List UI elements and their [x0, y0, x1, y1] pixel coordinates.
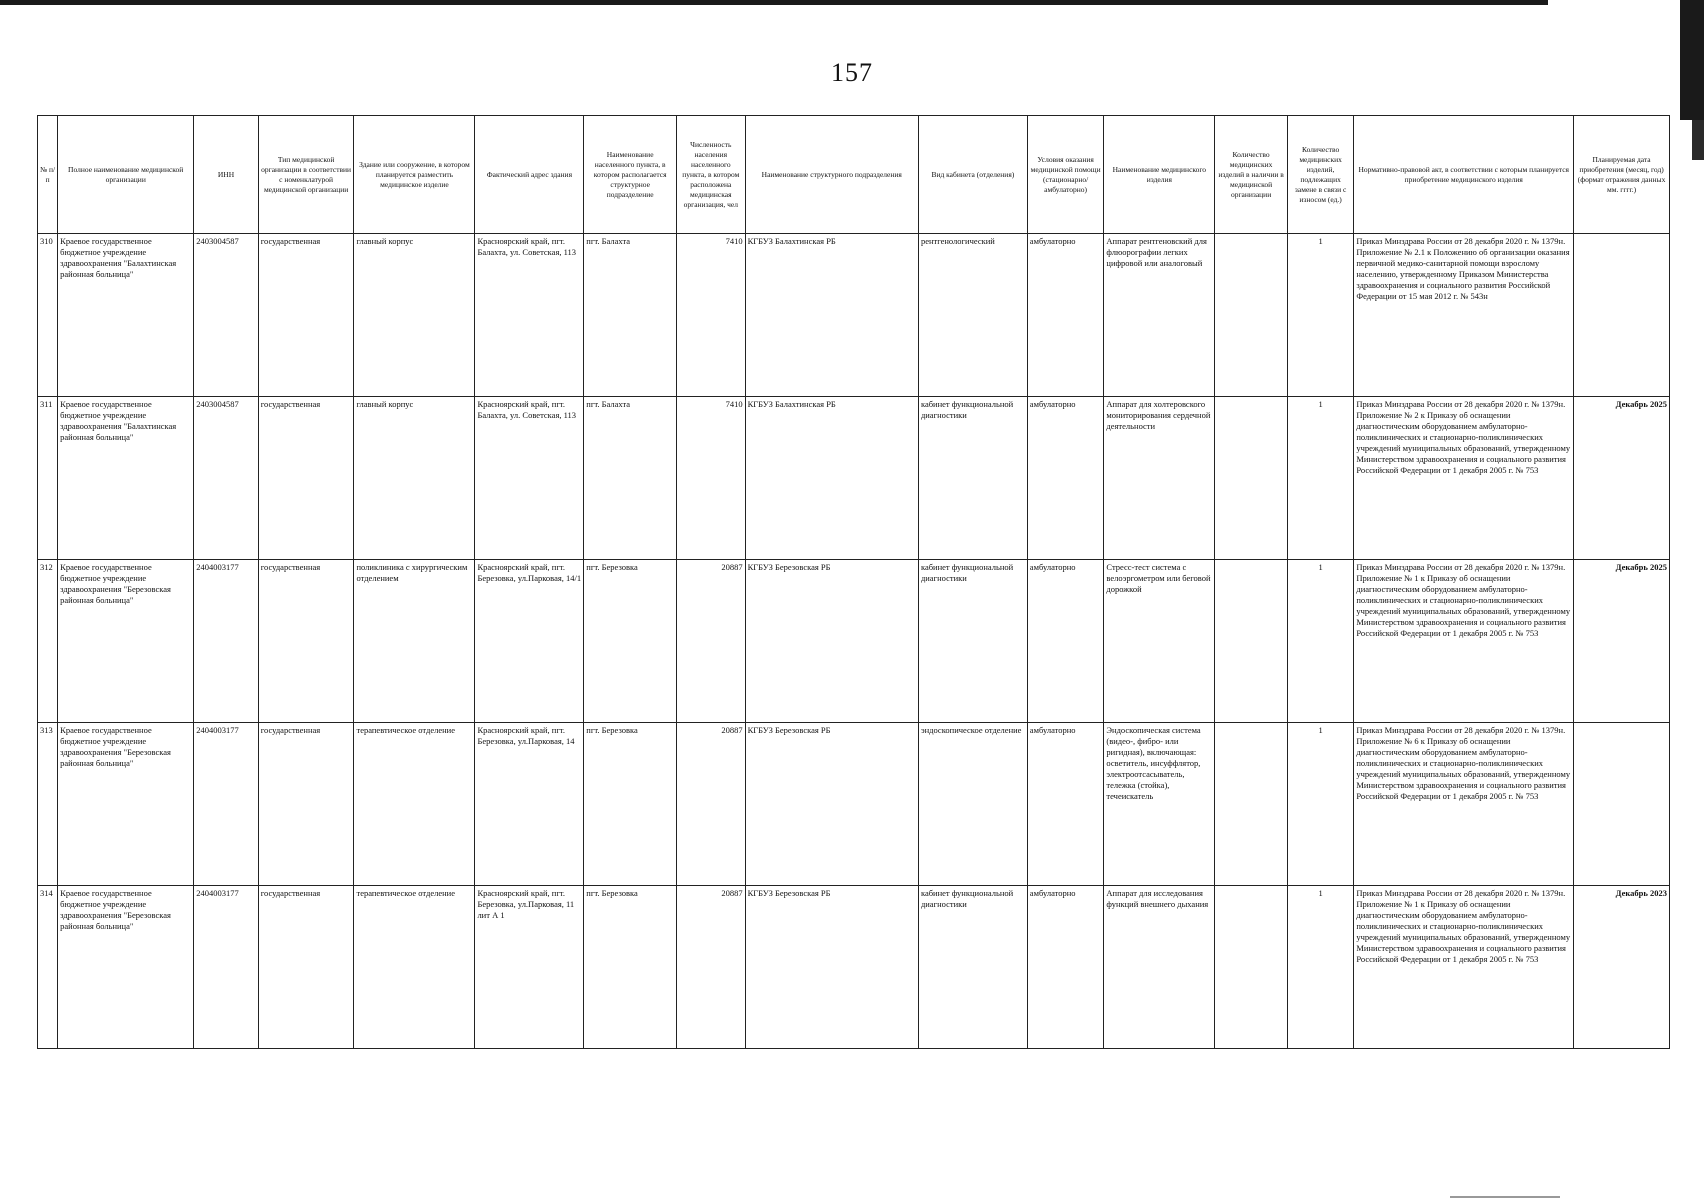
device-name: Аппарат рентгеновский для флюорографии легких цифровой или аналоговый [1104, 234, 1215, 397]
org-name: Краевое государственное бюджетное учреждение здравоохранения "Балахтинская районная больница" [58, 234, 194, 397]
table-row [38, 397, 1670, 560]
in-stock-count [1215, 234, 1288, 397]
address: Красноярский край, пгт. Березовка, ул.Парковая, 11 лит А 1 [475, 886, 584, 1049]
settlement: пгт. Березовка [584, 723, 677, 886]
building: поликлиника с хирургическим отделением [354, 560, 475, 723]
settlement: пгт. Березовка [584, 560, 677, 723]
inn: 2404003177 [194, 560, 259, 723]
planned-date: Декабрь 2025 [1574, 397, 1670, 560]
legal-act: Приказ Минздрава России от 28 декабря 2020 г. № 1379н. Приложение № 6 к Приказу об оснащении диагностическим оборудованием амбулаторно-поликлинических и стационарно-поликлинических учреждений муниципальных образований, утвержденному Министерством здравоохранения и социального развития Российской Федерации от 1 декабря 2005 г. № 753 [1354, 723, 1574, 886]
population: 20887 [677, 723, 746, 886]
planned-date [1574, 234, 1670, 397]
col-header: Наименование населенного пункта, в котором располагается структурное подразделение [584, 116, 677, 234]
population: 20887 [677, 560, 746, 723]
replace-count: 1 [1287, 234, 1354, 397]
population: 7410 [677, 234, 746, 397]
legal-act: Приказ Минздрава России от 28 декабря 2020 г. № 1379н. Приложение № 2 к Приказу об оснащении диагностическим оборудованием амбулаторно-поликлинических и стационарно-поликлинических учреждений муниципальных образований, утвержденному Министерством здравоохранения и социального развития Российской Федерации от 1 декабря 2005 г. № 753 [1354, 397, 1574, 560]
col-header: Количество медицинских изделий в наличии в медицинской организации [1215, 116, 1288, 234]
in-stock-count [1215, 560, 1288, 723]
legal-act: Приказ Минздрава России от 28 декабря 2020 г. № 1379н. Приложение № 2.1 к Положению об организации оказания первичной медико-санитарной помощи взрослому населению, утвержденному Приказом Министерства здравоохранения и социального развития Российской Федерации от 15 мая 2012 г. № 543н [1354, 234, 1574, 397]
row-number: 313 [38, 723, 58, 886]
building: терапевтическое отделение [354, 723, 475, 886]
care-conditions: амбулаторно [1027, 723, 1104, 886]
inn: 2403004587 [194, 234, 259, 397]
org-type: государственная [258, 397, 354, 560]
structural-unit: КГБУЗ Балахтинская РБ [745, 397, 918, 560]
col-header: Тип медицинской организации в соответствии с номенклатурой медицинской организации [258, 116, 354, 234]
legal-act: Приказ Минздрава России от 28 декабря 2020 г. № 1379н. Приложение № 1 к Приказу об оснащении диагностическим оборудованием амбулаторно-поликлинических и стационарно-поликлинических учреждений муниципальных образований, утвержденному Министерством здравоохранения и социального развития Российской Федерации от 1 декабря 2005 г. № 753 [1354, 886, 1574, 1049]
address: Красноярский край, пгт. Березовка, ул.Парковая, 14 [475, 723, 584, 886]
col-header: Наименование медицинского изделия [1104, 116, 1215, 234]
building: главный корпус [354, 397, 475, 560]
replace-count: 1 [1287, 723, 1354, 886]
col-header: Условия оказания медицинской помощи (стационарно/ амбулаторно) [1027, 116, 1104, 234]
care-conditions: амбулаторно [1027, 234, 1104, 397]
address: Красноярский край, пгт. Балахта, ул. Советская, 113 [475, 234, 584, 397]
replace-count: 1 [1287, 397, 1354, 560]
replace-count: 1 [1287, 886, 1354, 1049]
org-type: государственная [258, 886, 354, 1049]
replace-count: 1 [1287, 560, 1354, 723]
table-row [38, 723, 1670, 886]
col-header: Фактический адрес здания [475, 116, 584, 234]
device-name: Аппарат для холтеровского мониторирования сердечной деятельности [1104, 397, 1215, 560]
row-number: 310 [38, 234, 58, 397]
structural-unit: КГБУЗ Балахтинская РБ [745, 234, 918, 397]
table-row [38, 886, 1670, 1049]
inn: 2404003177 [194, 886, 259, 1049]
scan-bottom-mark [1450, 1196, 1560, 1198]
col-header: Нормативно-правовой акт, в соответствии с которым планируется приобретение медицинского изделия [1354, 116, 1574, 234]
in-stock-count [1215, 723, 1288, 886]
cabinet-type: кабинет функциональной диагностики [918, 397, 1027, 560]
planned-date: Декабрь 2023 [1574, 886, 1670, 1049]
building: терапевтическое отделение [354, 886, 475, 1049]
address: Красноярский край, пгт. Березовка, ул.Парковая, 14/1 [475, 560, 584, 723]
org-name: Краевое государственное бюджетное учреждение здравоохранения "Балахтинская районная больница" [58, 397, 194, 560]
care-conditions: амбулаторно [1027, 397, 1104, 560]
inn: 2404003177 [194, 723, 259, 886]
care-conditions: амбулаторно [1027, 886, 1104, 1049]
org-name: Краевое государственное бюджетное учреждение здравоохранения "Березовская районная больница" [58, 723, 194, 886]
settlement: пгт. Балахта [584, 397, 677, 560]
planned-date: Декабрь 2025 [1574, 560, 1670, 723]
scan-top-edge [0, 0, 1548, 5]
device-name: Аппарат для исследования функций внешнего дыхания [1104, 886, 1215, 1049]
col-header: Здание или сооружение, в котором планируется разместить медицинское изделие [354, 116, 475, 234]
planned-date [1574, 723, 1670, 886]
col-header: Численность населения населенного пункта, в котором расположена медицинская организация, чел [677, 116, 746, 234]
page-number: 157 [831, 58, 873, 87]
settlement: пгт. Балахта [584, 234, 677, 397]
population: 7410 [677, 397, 746, 560]
col-header: Наименование структурного подразделения [745, 116, 918, 234]
table-row [38, 560, 1670, 723]
row-number: 311 [38, 397, 58, 560]
org-name: Краевое государственное бюджетное учреждение здравоохранения "Березовская районная больница" [58, 886, 194, 1049]
structural-unit: КГБУЗ Березовская РБ [745, 723, 918, 886]
structural-unit: КГБУЗ Березовская РБ [745, 886, 918, 1049]
col-header: Вид кабинета (отделения) [918, 116, 1027, 234]
table-row [38, 234, 1670, 397]
cabinet-type: рентгенологический [918, 234, 1027, 397]
equipment-table [37, 115, 1670, 1049]
col-header: № п/п [38, 116, 58, 234]
care-conditions: амбулаторно [1027, 560, 1104, 723]
org-name: Краевое государственное бюджетное учреждение здравоохранения "Березовская районная больница" [58, 560, 194, 723]
row-number: 314 [38, 886, 58, 1049]
cabinet-type: эндоскопическое отделение [918, 723, 1027, 886]
structural-unit: КГБУЗ Березовская РБ [745, 560, 918, 723]
settlement: пгт. Березовка [584, 886, 677, 1049]
scan-right-edge-lower [1692, 120, 1704, 160]
row-number: 312 [38, 560, 58, 723]
col-header: Планируемая дата приобретения (месяц, год) (формат отражения данных мм. гггг.) [1574, 116, 1670, 234]
col-header: Полное наименование медицинской организации [58, 116, 194, 234]
table-header-row [38, 116, 1670, 234]
legal-act: Приказ Минздрава России от 28 декабря 2020 г. № 1379н. Приложение № 1 к Приказу об оснащении диагностическим оборудованием амбулаторно-поликлинических и стационарно-поликлинических учреждений муниципальных образований, утвержденному Министерством здравоохранения и социального развития Российской Федерации от 1 декабря 2005 г. № 753 [1354, 560, 1574, 723]
col-header: Количество медицинских изделий, подлежащих замене в связи с износом (ед.) [1287, 116, 1354, 234]
building: главный корпус [354, 234, 475, 397]
address: Красноярский край, пгт. Балахта, ул. Советская, 113 [475, 397, 584, 560]
org-type: государственная [258, 560, 354, 723]
device-name: Эндоскопическая система (видео-, фибро- или ригидная), включающая: осветитель, инсуффлятор, электроотсасыватель, тележка (стойка), течеискатель [1104, 723, 1215, 886]
cabinet-type: кабинет функциональной диагностики [918, 560, 1027, 723]
cabinet-type: кабинет функциональной диагностики [918, 886, 1027, 1049]
population: 20887 [677, 886, 746, 1049]
device-name: Стресс-тест система с велоэргометром или беговой дорожкой [1104, 560, 1215, 723]
in-stock-count [1215, 886, 1288, 1049]
org-type: государственная [258, 234, 354, 397]
org-type: государственная [258, 723, 354, 886]
col-header: ИНН [194, 116, 259, 234]
in-stock-count [1215, 397, 1288, 560]
inn: 2403004587 [194, 397, 259, 560]
